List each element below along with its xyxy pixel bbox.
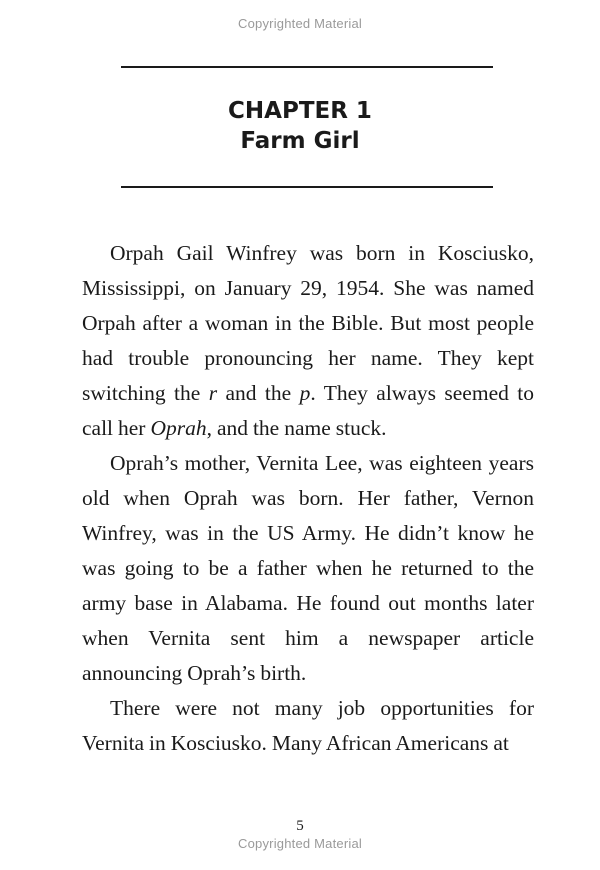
bottom-rule — [121, 186, 493, 188]
paragraph-3 — [82, 691, 534, 761]
body-text — [82, 236, 534, 761]
paragraph-1 — [82, 236, 534, 446]
italic-segment: r — [208, 381, 218, 405]
italic-segment: p — [299, 381, 311, 405]
text-segment: There were not many job opportunities for Vernita in Kosciusko. Many African Americans at — [82, 696, 534, 755]
paragraph-2 — [82, 446, 534, 691]
text-segment: and the — [217, 381, 300, 405]
copyright-watermark-bottom: Copyrighted Material — [238, 836, 362, 851]
text-segment: Oprah’s mother, Vernita Lee, was eighteen years old when Oprah was born. Her father, Vernon Winfrey, was in the US Army. He didn’t know he was going to be a father when he returned to the army base in Alabama. He found out months later when Vernita sent him a newspaper article announcing Oprah’s birth. — [82, 451, 534, 685]
text-segment: . They always seemed to call her — [82, 381, 534, 440]
chapter-heading — [0, 96, 600, 156]
text-segment: Orpah Gail Winfrey was born in Kosciusko, Mississippi, on January 29, 1954. She was named Orpah after a woman in the Bible. But most people had trouble pronouncing her name. They kept switching the — [82, 241, 534, 405]
text-segment: , and the name stuck. — [206, 416, 387, 440]
page-number: 5 — [296, 818, 304, 834]
copyright-watermark-top: Copyrighted Material — [238, 16, 362, 31]
chapter-title: Farm Girl — [240, 128, 360, 154]
top-rule — [121, 66, 493, 68]
chapter-number: CHAPTER 1 — [228, 98, 372, 124]
italic-segment: Oprah — [150, 416, 207, 440]
